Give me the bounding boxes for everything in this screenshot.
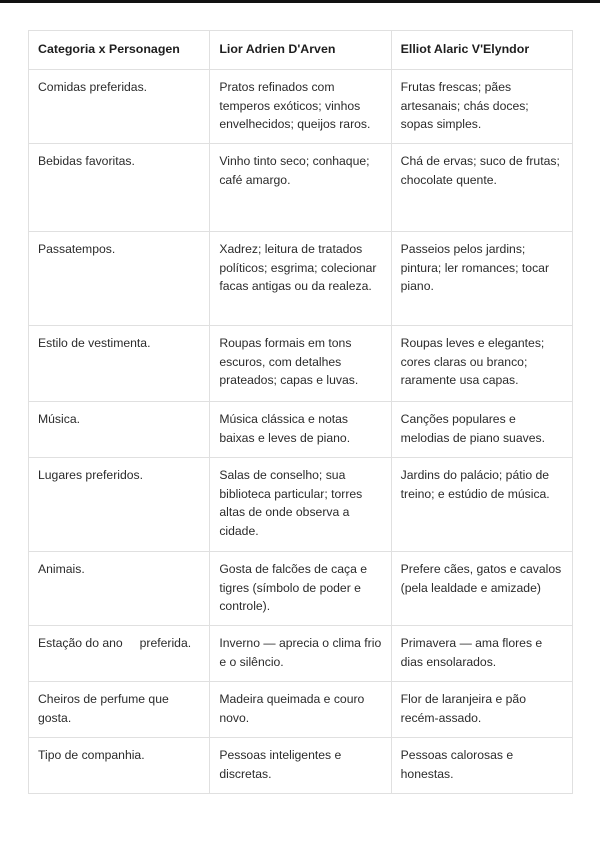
table-header-row <box>29 31 573 70</box>
elliot-cell: Jardins do palácio; pátio de treino; e estúdio de música. <box>391 458 572 552</box>
category-cell: Comidas preferidas. <box>29 70 210 144</box>
elliot-cell: Pessoas calorosas e honestas. <box>391 738 572 794</box>
character-comparison-table <box>28 30 573 794</box>
table-row <box>29 738 573 794</box>
lior-cell: Roupas formais em tons escuros, com detalhes prateados; capas e luvas. <box>210 326 391 402</box>
category-cell: Estação do ano preferida. <box>29 626 210 682</box>
table-row <box>29 144 573 232</box>
category-cell: Tipo de companhia. <box>29 738 210 794</box>
lior-cell: Vinho tinto seco; conhaque; café amargo. <box>210 144 391 232</box>
lior-cell: Xadrez; leitura de tratados políticos; esgrima; colecionar facas antigas ou da realeza. <box>210 232 391 326</box>
elliot-cell: Canções populares e melodias de piano suaves. <box>391 402 572 458</box>
header-lior: Lior Adrien D'Arven <box>210 31 391 70</box>
elliot-cell: Flor de laranjeira e pão recém-assado. <box>391 682 572 738</box>
table-row <box>29 326 573 402</box>
header-elliot: Elliot Alaric V'Elyndor <box>391 31 572 70</box>
category-cell: Música. <box>29 402 210 458</box>
table-row <box>29 232 573 326</box>
top-edge-bar <box>0 0 600 3</box>
table-row <box>29 458 573 552</box>
category-cell: Lugares preferidos. <box>29 458 210 552</box>
elliot-cell: Prefere cães, gatos e cavalos (pela lealdade e amizade) <box>391 552 572 626</box>
table-row <box>29 626 573 682</box>
elliot-cell: Chá de ervas; suco de frutas; chocolate quente. <box>391 144 572 232</box>
lior-cell: Gosta de falcões de caça e tigres (símbolo de poder e controle). <box>210 552 391 626</box>
category-cell: Passatempos. <box>29 232 210 326</box>
elliot-cell: Frutas frescas; pães artesanais; chás doces; sopas simples. <box>391 70 572 144</box>
category-cell: Bebidas favoritas. <box>29 144 210 232</box>
table-row <box>29 682 573 738</box>
elliot-cell: Roupas leves e elegantes; cores claras ou branco; raramente usa capas. <box>391 326 572 402</box>
lior-cell: Música clássica e notas baixas e leves de piano. <box>210 402 391 458</box>
lior-cell: Madeira queimada e couro novo. <box>210 682 391 738</box>
elliot-cell: Primavera — ama flores e dias ensolarados. <box>391 626 572 682</box>
category-cell: Animais. <box>29 552 210 626</box>
table-row <box>29 70 573 144</box>
category-cell: Estilo de vestimenta. <box>29 326 210 402</box>
lior-cell: Salas de conselho; sua biblioteca particular; torres altas de onde observa a cidade. <box>210 458 391 552</box>
category-cell: Cheiros de perfume que gosta. <box>29 682 210 738</box>
elliot-cell: Passeios pelos jardins; pintura; ler romances; tocar piano. <box>391 232 572 326</box>
table-row <box>29 402 573 458</box>
lior-cell: Pessoas inteligentes e discretas. <box>210 738 391 794</box>
table-row <box>29 552 573 626</box>
header-category: Categoria x Personagen <box>29 31 210 70</box>
lior-cell: Inverno — aprecia o clima frio e o silêncio. <box>210 626 391 682</box>
lior-cell: Pratos refinados com temperos exóticos; vinhos envelhecidos; queijos raros. <box>210 70 391 144</box>
